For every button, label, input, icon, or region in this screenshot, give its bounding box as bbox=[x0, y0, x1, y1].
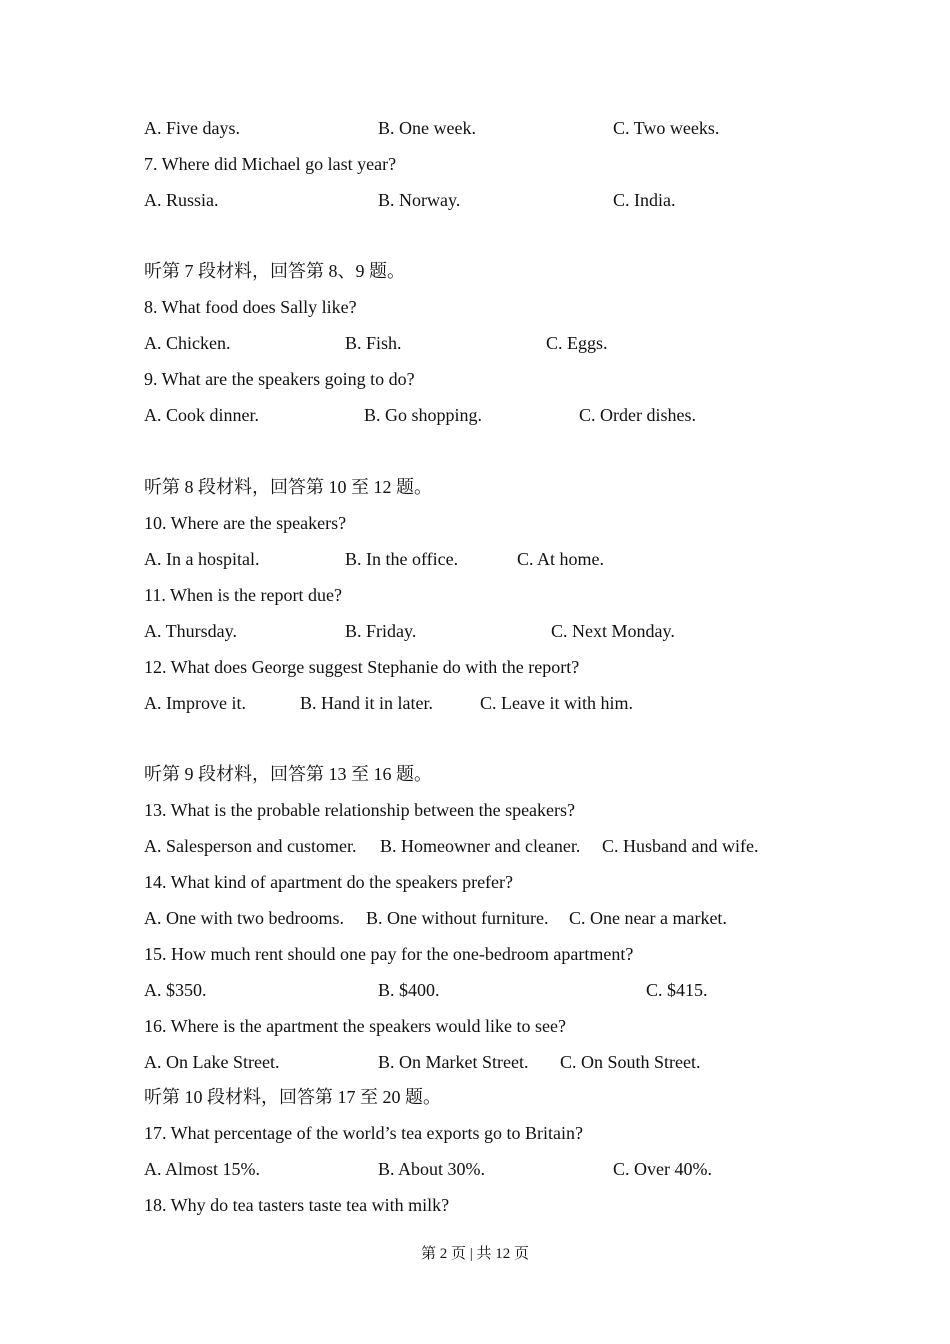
option-b: B. Fish. bbox=[345, 333, 402, 353]
option-b: B. About 30%. bbox=[378, 1159, 486, 1179]
option-a: A. Russia. bbox=[144, 190, 219, 210]
question-13: 13. What is the probable relationship between the speakers? bbox=[144, 800, 576, 820]
option-c: C. Eggs. bbox=[546, 333, 608, 353]
option-b: B. Friday. bbox=[345, 621, 417, 641]
option-b: B. Homeowner and cleaner. bbox=[380, 836, 581, 856]
option-c: C. Leave it with him. bbox=[480, 693, 633, 713]
question-10: 10. Where are the speakers? bbox=[144, 513, 347, 533]
section-heading-7: 听第 7 段材料，回答第 8、9 题。 bbox=[144, 261, 405, 281]
option-a: A. Almost 15%. bbox=[144, 1159, 261, 1179]
option-c: C. One near a market. bbox=[569, 908, 727, 928]
section-heading-9: 听第 9 段材料，回答第 13 至 16 题。 bbox=[144, 764, 432, 784]
option-b: B. Hand it in later. bbox=[300, 693, 433, 713]
option-a: A. Five days. bbox=[144, 118, 240, 138]
option-a: A. Improve it. bbox=[144, 693, 246, 713]
option-c: C. Husband and wife. bbox=[602, 836, 759, 856]
option-b: B. $400. bbox=[378, 980, 440, 1000]
option-a: A. Salesperson and customer. bbox=[144, 836, 357, 856]
option-a: A. Cook dinner. bbox=[144, 405, 259, 425]
question-8: 8. What food does Sally like? bbox=[144, 297, 357, 317]
option-a: A. On Lake Street. bbox=[144, 1052, 280, 1072]
option-b: B. Norway. bbox=[378, 190, 461, 210]
option-c: C. Next Monday. bbox=[551, 621, 675, 641]
question-12: 12. What does George suggest Stephanie do with the report? bbox=[144, 657, 580, 677]
option-b: B. On Market Street. bbox=[378, 1052, 529, 1072]
option-b: B. In the office. bbox=[345, 549, 459, 569]
option-c: C. Over 40%. bbox=[613, 1159, 712, 1179]
question-11: 11. When is the report due? bbox=[144, 585, 342, 605]
section-heading-8: 听第 8 段材料，回答第 10 至 12 题。 bbox=[144, 477, 432, 497]
option-c: C. On South Street. bbox=[560, 1052, 701, 1072]
option-c: C. $415. bbox=[646, 980, 708, 1000]
option-c: C. At home. bbox=[517, 549, 605, 569]
option-a: A. Chicken. bbox=[144, 333, 231, 353]
option-a: A. $350. bbox=[144, 980, 207, 1000]
page-footer: 第 2 页 | 共 12 页 bbox=[420, 1246, 529, 1262]
question-17: 17. What percentage of the world’s tea exports go to Britain? bbox=[144, 1123, 584, 1143]
question-14: 14. What kind of apartment do the speakers prefer? bbox=[144, 872, 514, 892]
option-b: B. One week. bbox=[378, 118, 476, 138]
option-c: C. India. bbox=[613, 190, 676, 210]
question-15: 15. How much rent should one pay for the one-bedroom apartment? bbox=[144, 944, 634, 964]
option-c: C. Order dishes. bbox=[579, 405, 696, 425]
question-18: 18. Why do tea tasters taste tea with milk? bbox=[144, 1195, 450, 1215]
option-a: A. One with two bedrooms. bbox=[144, 908, 344, 928]
option-b: B. One without furniture. bbox=[366, 908, 549, 928]
question-7: 7. Where did Michael go last year? bbox=[144, 154, 397, 174]
section-heading-10: 听第 10 段材料，回答第 17 至 20 题。 bbox=[144, 1087, 441, 1107]
question-16: 16. Where is the apartment the speakers would like to see? bbox=[144, 1016, 567, 1036]
option-a: A. Thursday. bbox=[144, 621, 237, 641]
question-9: 9. What are the speakers going to do? bbox=[144, 369, 415, 389]
option-a: A. In a hospital. bbox=[144, 549, 260, 569]
option-c: C. Two weeks. bbox=[613, 118, 720, 138]
option-b: B. Go shopping. bbox=[364, 405, 483, 425]
